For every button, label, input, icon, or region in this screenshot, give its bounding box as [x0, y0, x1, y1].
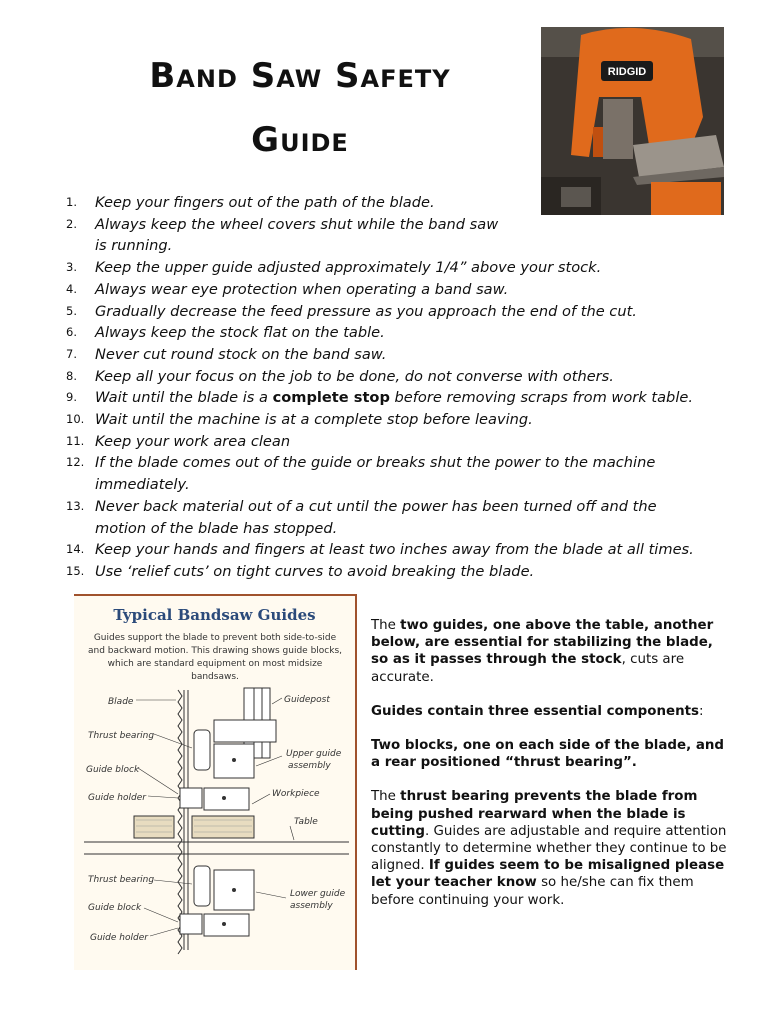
rule-text: Keep all your focus on the job to be done, do not converse with others. — [95, 367, 614, 385]
paragraph-components — [371, 703, 731, 720]
rule-item — [66, 561, 746, 583]
rule-number: 5. — [66, 303, 77, 318]
rule-emphasis: complete stop — [272, 389, 390, 407]
rule-number: 4. — [66, 281, 77, 296]
rule-number: 10. — [66, 412, 85, 427]
emphasis: If guides seem to be misaligned please let your teacher know — [371, 858, 725, 891]
rule-text: Keep your work area clean — [95, 432, 291, 450]
label-upper-guide-assembly: assembly — [288, 761, 331, 771]
rule-text-continued: motion of the blade has stopped. — [95, 519, 338, 537]
rule-text: Wait until the blade is a — [95, 389, 273, 407]
rule-number: 13. — [66, 498, 85, 513]
rule-text: Always wear eye protection when operating a band saw. — [95, 280, 509, 298]
rule-number: 6. — [66, 325, 77, 340]
rule-text-continued: immediately. — [95, 476, 190, 494]
rule-text: Keep the upper guide adjusted approximately 1/4” above your stock. — [95, 259, 602, 277]
rule-item — [66, 322, 746, 344]
text: : — [698, 703, 704, 719]
rule-item — [66, 366, 746, 388]
rule-text: Keep your fingers out of the path of the blade. — [95, 194, 435, 211]
label-thrust-bearing-lower: Thrust bearing — [88, 875, 155, 885]
label-thrust-bearing: Thrust bearing — [88, 731, 155, 741]
rule-text: Always keep the stock flat on the table. — [95, 324, 385, 342]
text: . Guides are adjustable and require attention constantly to determine whether they continue to be aligned. — [371, 823, 727, 874]
label-table: Table — [294, 817, 318, 827]
rule-item — [66, 214, 746, 257]
guides-explanation — [371, 617, 731, 926]
brand-logo: RIDGID — [607, 66, 647, 78]
diagram-caption: Guides support the blade to prevent both side-to-side and backward motion. This drawing shows guide blocks, which are standard equipment on most midsize bandsaws. — [88, 633, 342, 682]
rule-text: Never cut round stock on the band saw. — [95, 345, 387, 363]
label-lower-guide-assembly: assembly — [290, 901, 333, 911]
rule-text: Always keep the wheel covers shut while the band saw — [95, 215, 499, 233]
page-title — [60, 44, 540, 172]
rule-text: Use ‘relief cuts’ on tight curves to avoid breaking the blade. — [95, 562, 535, 580]
rule-number: 14. — [66, 542, 85, 557]
text: , cuts are accurate. — [371, 652, 685, 685]
rule-number: 7. — [66, 346, 77, 361]
rule-number: 11. — [66, 433, 85, 448]
label-lower-guide: Lower guide — [290, 889, 346, 899]
rule-item — [66, 496, 746, 539]
title-line-1: Band Saw Safety — [149, 56, 451, 96]
emphasis: Guides contain three essential components — [371, 703, 699, 719]
label-guide-block: Guide block — [86, 765, 140, 775]
text: so he/she can fix them before continuing your work. — [371, 875, 694, 908]
rule-number: 2. — [66, 216, 77, 231]
guides-drawing — [74, 670, 355, 970]
label-upper-guide: Upper guide — [286, 749, 342, 759]
rule-number: 15. — [66, 563, 85, 578]
title-line-2: Guide — [251, 120, 349, 160]
rule-text-continued: is running. — [95, 237, 173, 255]
rule-item — [66, 409, 746, 431]
safety-rules-list — [66, 192, 746, 583]
text: The — [371, 618, 401, 633]
label-guide-block-lower: Guide block — [88, 903, 142, 913]
paragraph-thrust-bearing — [371, 788, 731, 908]
label-guide-holder: Guide holder — [88, 793, 146, 803]
label-blade: Blade — [108, 697, 134, 707]
emphasis: thrust bearing prevents the blade from being pushed rearward when the blade is cutting — [371, 789, 698, 839]
label-guide-holder-lower: Guide holder — [90, 933, 148, 943]
rule-text: Gradually decrease the feed pressure as you approach the end of the cut. — [95, 302, 637, 320]
rule-text-end: before removing scraps from work table. — [389, 389, 693, 407]
rule-text: Never back material out of a cut until the power has been turned off and the — [95, 497, 657, 515]
rule-item — [66, 279, 746, 301]
rule-item — [66, 387, 746, 409]
band-saw-illustration — [541, 27, 724, 215]
rule-item — [66, 452, 746, 495]
emphasis: two guides, one above the table, another below, are essential for stabilizing the blade, so as it passes through the stock — [371, 618, 714, 668]
rule-number: 1. — [66, 195, 77, 209]
paragraph-blocks — [371, 737, 731, 771]
rule-number: 9. — [66, 390, 77, 405]
paragraph-two-guides — [371, 617, 731, 686]
rule-item — [66, 431, 746, 453]
label-guidepost: Guidepost — [284, 695, 330, 705]
rule-item — [66, 192, 746, 214]
emphasis: Two blocks, one on each side of the blade, and a rear positioned “thrust bearing”. — [371, 738, 724, 771]
label-workpiece: Workpiece — [272, 789, 320, 799]
rule-text: Keep your hands and fingers at least two inches away from the blade at all times. — [95, 541, 694, 559]
band-saw-photo — [541, 27, 724, 215]
rule-number: 3. — [66, 260, 77, 275]
rule-text: If the blade comes out of the guide or breaks shut the power to the machine — [95, 454, 656, 472]
text: The — [371, 789, 401, 805]
diagram-title: Typical Bandsaw Guides — [113, 606, 316, 624]
rule-item — [66, 344, 746, 366]
rule-number: 12. — [66, 455, 85, 470]
rule-number: 8. — [66, 368, 77, 383]
rule-item — [66, 257, 746, 279]
rule-text: Wait until the machine is at a complete stop before leaving. — [95, 411, 533, 429]
rule-item — [66, 539, 746, 561]
rule-item — [66, 301, 746, 323]
bandsaw-guides-diagram — [74, 594, 357, 970]
